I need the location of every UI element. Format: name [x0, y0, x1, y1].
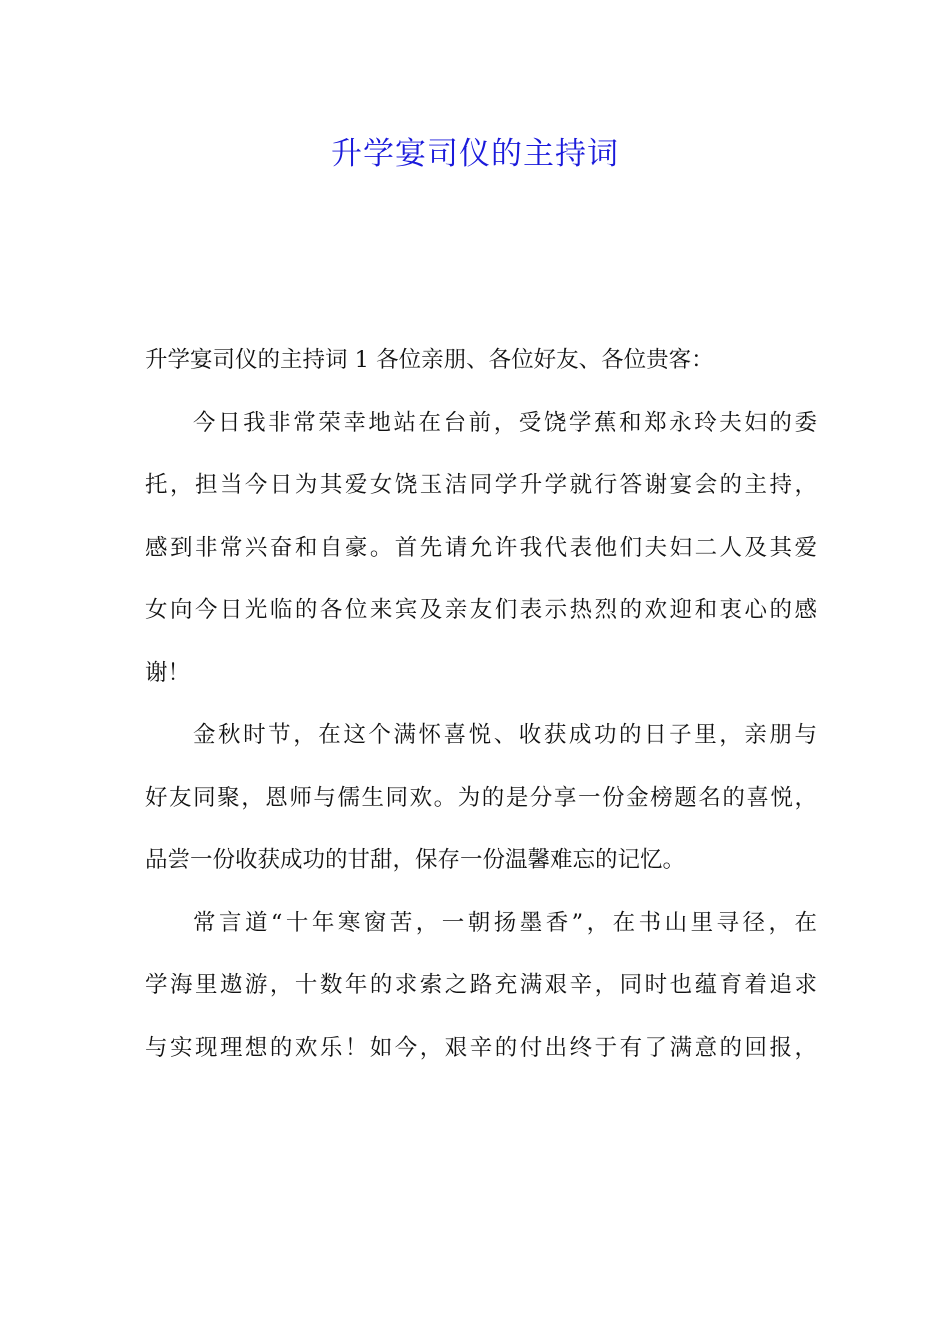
text-line: 感到非常兴奋和自豪。首先请允许我代表他们夫妇二人及其爱 — [145, 534, 817, 561]
text-line: 品尝一份收获成功的甘甜，保存一份温馨难忘的记忆。 — [145, 847, 686, 873]
text-line: 女向今日光临的各位来宾及亲友们表示热烈的欢迎和衷心的感 — [145, 597, 817, 623]
text-line: 谢！ — [145, 659, 191, 686]
text-line: 今日我非常荣幸地站在台前，受饶学蕉和郑永玲夫妇的委 — [193, 409, 817, 436]
text-line: 常言道“十年寒窗苦，一朝扬墨香”，在书山里寻径，在 — [193, 909, 817, 936]
text-line: 学海里遨游，十数年的求索之路充满艰辛，同时也蕴育着追求 — [145, 972, 817, 998]
text-line: 与实现理想的欢乐！如今，艰辛的付出终于有了满意的回报， — [145, 1034, 817, 1061]
text-line: 升学宴司仪的主持词 1 各位亲朋、各位好友、各位贵客： — [145, 347, 714, 373]
document-body — [145, 340, 817, 1090]
text-line: 金秋时节，在这个满怀喜悦、收获成功的日子里，亲朋与 — [193, 722, 817, 748]
text-line: 好友同聚，恩师与儒生同欢。为的是分享一份金榜题名的喜悦， — [145, 784, 817, 811]
text-line: 托，担当今日为其爱女饶玉洁同学升学就行答谢宴会的主持， — [145, 472, 817, 498]
document-title: 升学宴司仪的主持词 — [331, 136, 619, 172]
